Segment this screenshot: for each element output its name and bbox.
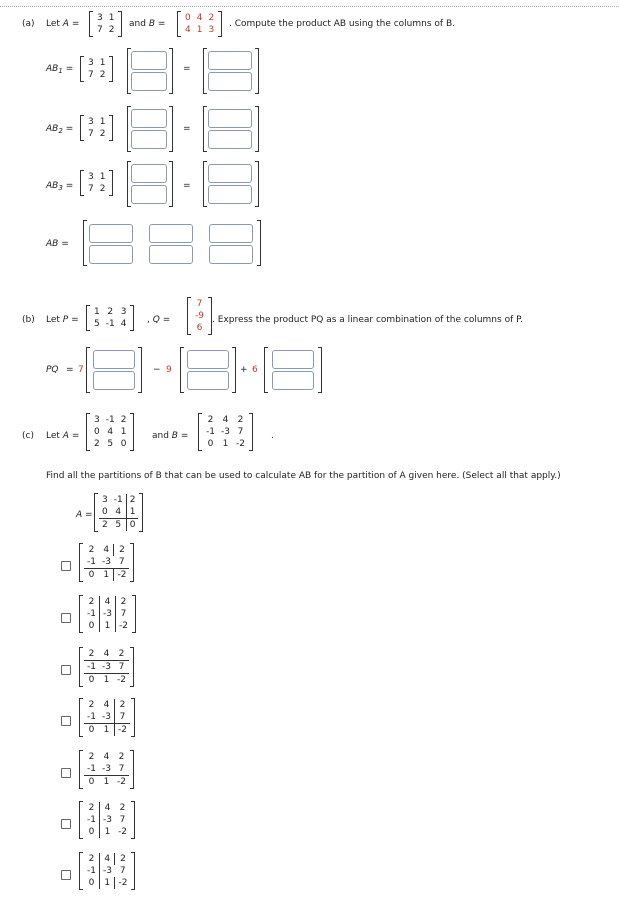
pq-col2-input-1[interactable] (187, 350, 229, 369)
ab2-result-input-1[interactable] (208, 109, 252, 128)
pq-col2-input-2[interactable] (187, 371, 229, 390)
pq-col1-input-1[interactable] (93, 350, 135, 369)
ab3-col-input-1[interactable] (131, 164, 167, 183)
ab3-result-input-2[interactable] (208, 185, 252, 204)
ab-input-r1c1[interactable] (89, 224, 133, 243)
option-3-checkbox[interactable] (61, 665, 71, 675)
ab-input-r2c1[interactable] (89, 245, 133, 264)
coef-2: 9 (166, 365, 172, 375)
ab1-result-input-2[interactable] (208, 72, 252, 91)
ab3-label: $AB_3$ = (46, 181, 74, 192)
part-a-instruction: . Compute the product AB using the columns of B. (229, 19, 455, 29)
part-c-tag: (c) (22, 431, 34, 441)
option-6-matrix: 2 4 2 -1 -3 7 0 1 -2 (79, 801, 135, 839)
top-divider (0, 6, 619, 7)
ab2-col-input-1[interactable] (131, 109, 167, 128)
ab1-col-input-1[interactable] (131, 51, 167, 70)
ab1-matrix-A: 3 1 7 2 (80, 56, 113, 82)
matrix-A: 3 1 7 2 (89, 11, 122, 37)
ab2-label: $AB_2$ = (46, 124, 74, 135)
ab2-result-input-2[interactable] (208, 130, 252, 149)
ab1-equals: = (183, 64, 191, 74)
ab-input-r2c2[interactable] (149, 245, 193, 264)
ab-label: AB = (46, 239, 69, 249)
part-c-matrix-A: 3 -1 2 0 4 1 2 5 0 (86, 413, 134, 451)
part-a-tag: (a) (22, 19, 35, 29)
option-1-matrix: 2 4 2 -1 -3 7 0 1 -2 (79, 543, 134, 582)
ab1-col-input-2[interactable] (131, 72, 167, 91)
option-7-checkbox[interactable] (61, 870, 71, 880)
option-5-matrix: 2 4 2 -1 -3 7 0 1 -2 (79, 750, 134, 789)
ab3-result-input-1[interactable] (208, 164, 252, 183)
q-label: , Q = (147, 315, 171, 325)
pq-equals: = (66, 365, 74, 375)
matrix-Q: 7 -9 6 (187, 297, 212, 335)
coef-1: 7 (78, 365, 84, 375)
part-b-instruction: . Express the product PQ as a linear combination of the columns of P. (212, 315, 523, 325)
part-c-and-B: and B = (152, 431, 189, 441)
part-b-let: Let P = (46, 315, 79, 325)
part-a-let: Let A = (46, 19, 80, 29)
pq-col1-input-2[interactable] (93, 371, 135, 390)
pq-label: PQ (46, 365, 59, 375)
matrix-P: 1 2 3 5 -1 4 (86, 305, 134, 331)
plus-sign: + (240, 365, 248, 375)
minus-sign: − (153, 365, 161, 375)
ab2-col-input-2[interactable] (131, 130, 167, 149)
option-2-checkbox[interactable] (61, 613, 71, 623)
period: . (271, 431, 274, 441)
option-6-checkbox[interactable] (61, 819, 71, 829)
partitioned-A-label: A = (76, 510, 93, 520)
ab-input-r2c3[interactable] (209, 245, 253, 264)
option-3-matrix: 2 4 2 -1 -3 7 0 1 -2 (79, 647, 134, 687)
ab3-matrix-A: 3 1 7 2 (80, 170, 113, 196)
part-c-matrix-B: 2 4 2 -1 -3 7 0 1 -2 (198, 413, 253, 451)
partitioned-A: 3 -1 2 0 4 1 2 5 0 (94, 493, 143, 532)
option-7-matrix: 2 4 2 -1 -3 7 0 1 -2 (79, 852, 135, 890)
ab-input-r1c2[interactable] (149, 224, 193, 243)
ab1-label: $AB_1$ = (46, 64, 74, 75)
ab-input-r1c3[interactable] (209, 224, 253, 243)
part-b-tag: (b) (22, 315, 35, 325)
option-4-matrix: 2 4 2 -1 -3 7 0 1 -2 (79, 698, 135, 737)
option-1-checkbox[interactable] (61, 561, 71, 571)
ab1-result-input-1[interactable] (208, 51, 252, 70)
ab2-equals: = (183, 124, 191, 134)
ab3-col-input-2[interactable] (131, 185, 167, 204)
matrix-B: 0 4 2 4 1 3 (177, 11, 222, 37)
ab2-matrix-A: 3 1 7 2 (80, 115, 113, 141)
option-2-matrix: 2 4 2 -1 -3 7 0 1 -2 (79, 595, 136, 633)
part-c-instruction: Find all the partitions of B that can be used to calculate AB for the partition of A given here. (Select all that apply.) (46, 471, 561, 481)
option-4-checkbox[interactable] (61, 716, 71, 726)
pq-col3-input-1[interactable] (272, 350, 314, 369)
coef-3: 6 (252, 365, 258, 375)
ab3-equals: = (183, 181, 191, 191)
option-5-checkbox[interactable] (61, 768, 71, 778)
pq-col3-input-2[interactable] (272, 371, 314, 390)
and-B-label: and B = (129, 19, 166, 29)
part-c-let: Let A = (46, 431, 80, 441)
